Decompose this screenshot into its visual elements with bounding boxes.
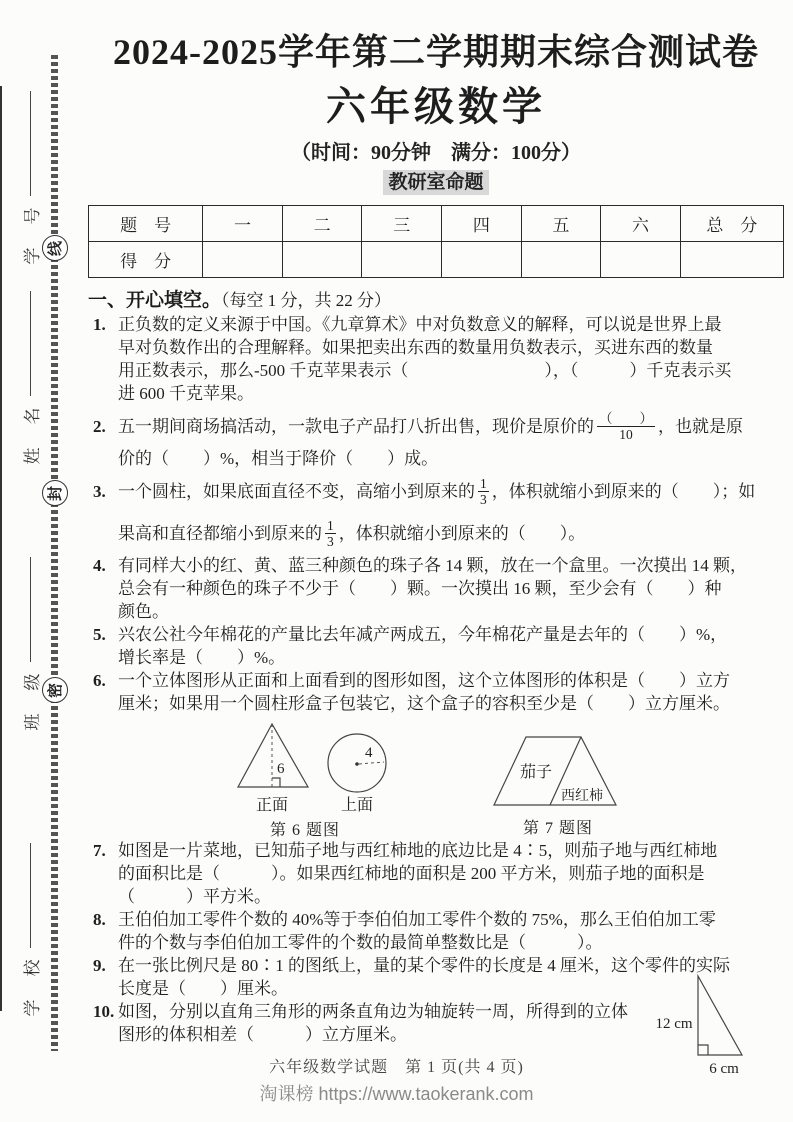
question-3-text: 果高和直径都缩小到原来的 <box>118 523 322 543</box>
fraction-numerator: 1 <box>327 517 334 533</box>
class-blank-line <box>30 558 31 663</box>
question-4-text: 有同样大小的红、黄、蓝三种颜色的珠子各 14 颗，放在一个盒里。一次摸出 14 颗， <box>118 556 747 575</box>
section-1-heading <box>88 288 784 313</box>
question-5-text: 兴农公社今年棉花的产量比去年减产两成五，今年棉花产量是去年的（ ）%， <box>118 625 728 644</box>
seal-dotted-line <box>51 55 58 1051</box>
score-header-cell: 题 号 <box>89 206 203 242</box>
fig6-views-drawing <box>230 717 400 817</box>
front-view-label: 正面 <box>255 797 289 814</box>
circle-radius-line <box>359 762 384 764</box>
question-7-text: （ ）平方米。 <box>118 887 271 906</box>
question-2-text: 五一期间商场搞活动，一款电子产品打八折出售，现价是原价的 <box>118 416 594 436</box>
school-field <box>17 835 43 1025</box>
school-label: 学 校 <box>22 956 42 1017</box>
question-1-text: 正负数的定义来源于中国。《九章算术》中对负数意义的解释，可以说是世界上最 <box>118 315 722 334</box>
question-1-text: 早对负数作出的合理解释。如果把卖出东西的数量用负数表示，买进东西的数量 <box>118 338 713 357</box>
score-header-cell: 总 分 <box>680 206 783 242</box>
fraction <box>597 411 655 442</box>
score-header-cell: 三 <box>362 206 442 242</box>
student-name-field <box>17 283 43 473</box>
question-1-text: 用正数表示，那么-500 千克苹果表示（ ），（ ）千克表示买 <box>118 361 732 380</box>
score-header-cell: 一 <box>203 206 283 242</box>
fraction-denominator: 3 <box>327 533 334 549</box>
question-3-text: ，体积就缩小到原来的（ ）；如 <box>491 481 756 501</box>
main-content <box>88 28 784 1046</box>
question-8-text: 王伯伯加工零件个数的 40%等于李伯伯加工零件个数的 75%，那么王伯伯加工零 <box>118 910 716 929</box>
score-empty-cell <box>362 242 442 278</box>
score-empty-cell <box>680 242 783 278</box>
question-8 <box>88 908 784 954</box>
student-id-label: 学 号 <box>22 204 42 265</box>
question-6-text: 厘米；如果用一个圆柱形盒子包装它，这个盒子的容积至少是（ ）立方厘米。 <box>118 694 730 713</box>
triangle-height-value: 6 <box>277 761 285 777</box>
score-empty-cell <box>601 242 681 278</box>
figures-row <box>88 717 784 839</box>
question-1-number: 1. <box>93 315 106 334</box>
vertical-leg-label: 12 cm <box>655 1016 693 1032</box>
watermark: 淘课榜 https://www.taokerank.com <box>259 1084 534 1104</box>
question-10-text: 如图，分别以直角三角形的两条直角边为轴旋转一周，所得到的立体 <box>118 1002 628 1021</box>
score-empty-cell <box>442 242 522 278</box>
score-header-cell: 五 <box>521 206 601 242</box>
question-3 <box>88 470 784 554</box>
question-4-number: 4. <box>93 556 106 575</box>
question-5-text: 增长率是（ ）%。 <box>118 648 286 667</box>
question-2-number: 2. <box>93 416 106 436</box>
question-6 <box>88 669 784 715</box>
question-7-number: 7. <box>93 841 106 860</box>
score-header-cell: 六 <box>601 206 681 242</box>
score-header-cell: 四 <box>442 206 522 242</box>
page-edge-line <box>0 86 2 1011</box>
question-4-text: 总会有一种颜色的珠子不少于（ ）颗。一次摸出 16 颗，至少会有（ ）种 <box>118 579 722 598</box>
student-id-field <box>17 83 43 273</box>
question-6-number: 6. <box>93 671 106 690</box>
student-name-label: 姓 名 <box>22 404 42 465</box>
question-2 <box>88 405 784 470</box>
question-1 <box>88 313 784 405</box>
exam-title: 2024-2025学年第二学期期末综合测试卷 <box>113 32 759 72</box>
question-7-text: 的面积比是（ ）。如果西红柿地的面积是 200 平方米，则茄子地的面积是 <box>118 864 705 883</box>
score-row-label: 得 分 <box>89 242 203 278</box>
seal-char-line: 线 <box>42 235 68 261</box>
fraction-numerator: 1 <box>480 475 487 491</box>
base-leg-label: 6 cm <box>709 1061 739 1077</box>
student-name-blank-line <box>30 292 31 397</box>
class-field <box>17 549 43 739</box>
score-table <box>88 205 784 278</box>
stamp-wrap <box>88 170 784 195</box>
question-2-text: 价的（ ）%，相当于降价（ ）成。 <box>118 449 439 468</box>
score-empty-cell <box>521 242 601 278</box>
question-10-text: 图形的体积相差（ ）立方厘米。 <box>118 1025 407 1044</box>
question-10-number: 10. <box>93 1002 115 1021</box>
school-blank-line <box>30 844 31 949</box>
question-7 <box>88 839 784 908</box>
score-table-score-row <box>89 242 784 278</box>
question-8-text: 件的个数与李伯伯加工零件的个数的最简单整数比是（ ）。 <box>118 933 603 952</box>
circle-radius-value: 4 <box>365 745 373 761</box>
question-4-text: 颜色。 <box>118 602 169 621</box>
page-footer: 六年级数学试题 第 1 页(共 4 页) <box>269 1059 524 1076</box>
question-3-number: 3. <box>93 481 106 501</box>
question-2-text: ，也就是原 <box>658 416 743 436</box>
question-3-text: 一个圆柱，如果底面直径不变，高缩小到原来的 <box>118 481 475 501</box>
fig7-field-drawing <box>488 729 628 811</box>
seal-char-mi: 密 <box>42 677 68 703</box>
question-8-number: 8. <box>93 910 106 929</box>
exam-subject: 六年级数学 <box>326 84 546 129</box>
fig6-caption: 第 6 题图 <box>269 822 340 839</box>
section-1-title: 一、开心填空。 <box>88 290 222 311</box>
score-empty-cell <box>282 242 362 278</box>
question-4 <box>88 554 784 623</box>
seal-char-feng: 封 <box>42 480 68 506</box>
student-id-blank-line <box>30 92 31 197</box>
question-6-text: 一个立体图形从正面和上面看到的图形如图，这个立体图形的体积是（ ）立方 <box>118 671 730 690</box>
score-empty-cell <box>203 242 283 278</box>
exam-meta: （时间：90分钟 满分：100分） <box>291 142 581 164</box>
fraction <box>325 518 336 549</box>
fraction-denominator: 10 <box>619 426 633 442</box>
question-7-text: 如图是一片菜地，已知茄子地与西红柿地的底边比是 4∶5，则茄子地与西红柿地 <box>118 841 718 860</box>
question-1-text: 进 600 千克苹果。 <box>118 384 254 403</box>
circle-center-dot <box>355 762 359 766</box>
exam-stamp: 教研室命题 <box>383 170 488 195</box>
right-triangle <box>698 976 742 1055</box>
fraction <box>478 476 489 507</box>
fraction-denominator: 3 <box>480 491 487 507</box>
section-1-note: （每空 1 分，共 22 分） <box>221 291 392 310</box>
question-9-number: 9. <box>93 956 106 975</box>
question-5-number: 5. <box>93 625 106 644</box>
fig7-caption: 第 7 题图 <box>522 820 593 837</box>
question-9-text: 在一张比例尺是 80∶1 的图纸上，量的某个零件的长度是 4 厘米，这个零件的实际 <box>118 956 730 975</box>
top-view-label: 上面 <box>340 797 374 814</box>
class-label: 班 级 <box>22 670 42 731</box>
score-table-header-row <box>89 206 784 242</box>
question-5 <box>88 623 784 669</box>
right-angle-mark <box>272 778 280 787</box>
question-9-text: 长度是（ ）厘米。 <box>118 979 288 998</box>
eggplant-area-label: 茄子 <box>519 764 553 781</box>
score-header-cell: 二 <box>282 206 362 242</box>
question-3-text: ，体积就缩小到原来的（ ）。 <box>338 523 586 543</box>
fraction-numerator: （ ） <box>599 410 653 426</box>
tomato-area-label: 西红柿 <box>561 789 603 804</box>
